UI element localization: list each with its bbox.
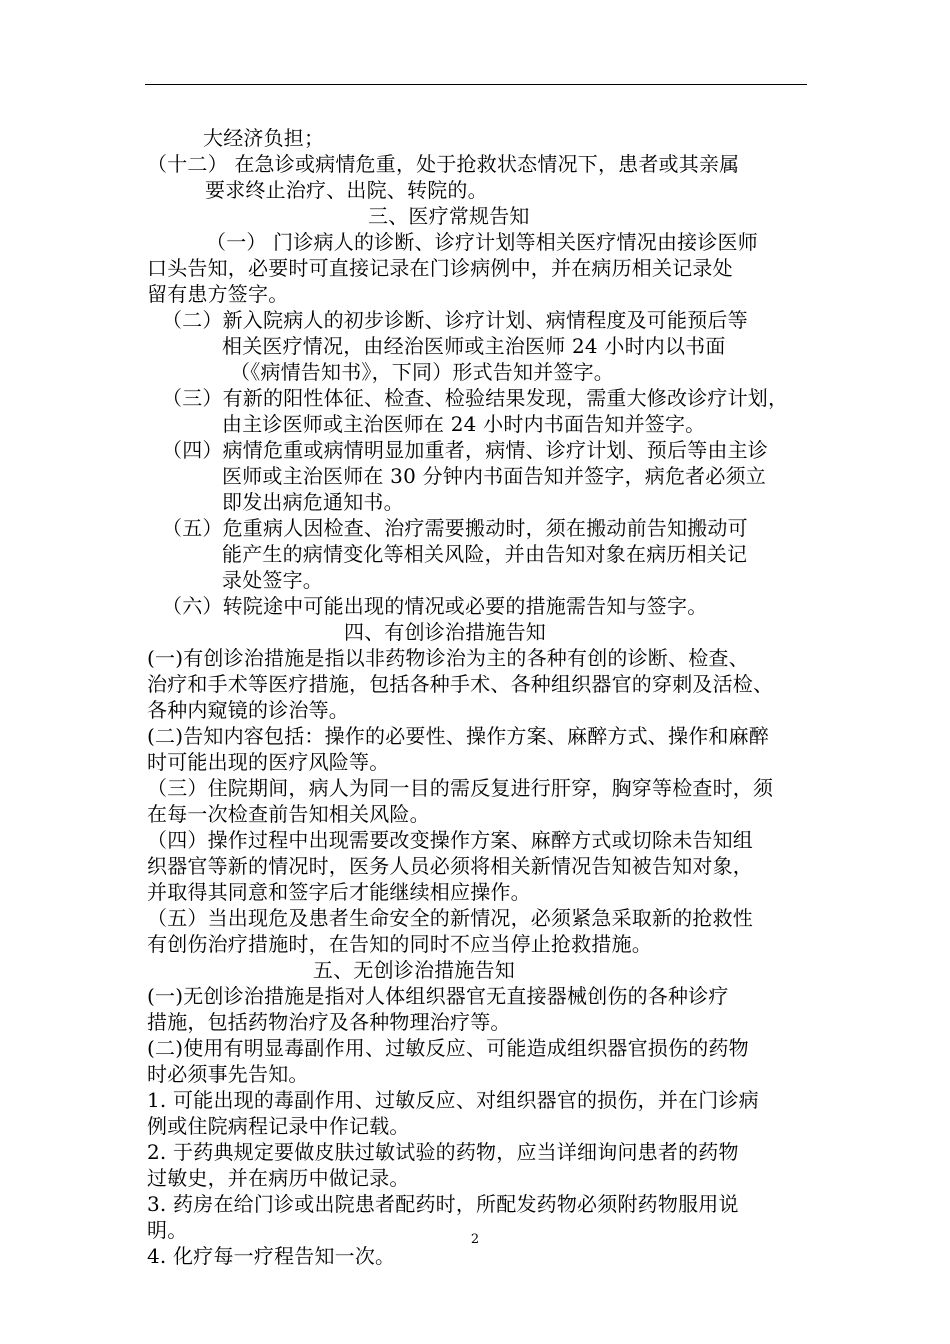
text-line: （五）当出现危及患者生命安全的新情况，必须紧急采取新的抢救性: [147, 906, 753, 930]
text-line: 过敏史，并在病历中做记录。: [147, 1166, 410, 1190]
text-line: 2. 于药典规定要做皮肤过敏试验的药物，应当详细询问患者的药物: [147, 1140, 739, 1164]
text-line: （二）新入院病人的初步诊断、诊疗计划、病情程度及可能预后等: [162, 308, 748, 332]
text-line: （《病情告知书》，下同）形式告知并签字。: [230, 360, 614, 384]
text-line: (二)告知内容包括：操作的必要性、操作方案、麻醉方式、操作和麻醉: [147, 724, 770, 748]
text-line: （一） 门诊病人的诊断、诊疗计划等相关医疗情况由接诊医师: [206, 230, 758, 254]
text-line: 相关医疗情况，由经治医师或主治医师 24 小时内以书面: [222, 334, 726, 358]
text-line: 能产生的病情变化等相关风险，并由告知对象在病历相关记: [222, 542, 748, 566]
text-line: 明。: [147, 1218, 188, 1242]
text-line: (二)使用有明显毒副作用、过敏反应、可能造成组织器官损伤的药物: [147, 1036, 749, 1060]
text-line: 3. 药房在给门诊或出院患者配药时，所配发药物必须附药物服用说: [147, 1192, 739, 1216]
text-line: 要求终止治疗、出院、转院的。: [205, 178, 488, 202]
text-line: 有创伤治疗措施时，在告知的同时不应当停止抢救措施。: [147, 932, 652, 956]
section-heading: 四、有创诊治措施告知: [344, 620, 546, 644]
text-line: 各种内窥镜的诊治等。: [147, 698, 349, 722]
text-line: 在每一次检查前告知相关风险。: [147, 802, 430, 826]
text-line: （五）危重病人因检查、治疗需要搬动时，须在搬动前告知搬动可: [162, 516, 748, 540]
text-line: 4. 化疗每一疗程告知一次。: [147, 1244, 396, 1268]
text-line: 大经济负担；: [203, 126, 325, 150]
text-line: （四）操作过程中出现需要改变操作方案、麻醉方式或切除未告知组: [147, 828, 753, 852]
text-line: 措施，包括药物治疗及各种物理治疗等。: [147, 1010, 511, 1034]
text-line: （三）住院期间，病人为同一目的需反复进行肝穿，胸穿等检查时，须: [147, 776, 774, 800]
text-line: 口头告知，必要时可直接记录在门诊病例中，并在病历相关记录处: [147, 256, 733, 280]
text-line: （六）转院途中可能出现的情况或必要的措施需告知与签字。: [162, 594, 708, 618]
page-number: 2: [470, 1232, 480, 1247]
text-line: 时必须事先告知。: [147, 1062, 309, 1086]
section-heading: 五、无创诊治措施告知: [313, 958, 515, 982]
text-line: 并取得其同意和签字后才能继续相应操作。: [147, 880, 531, 904]
text-line: 医师或主治医师在 30 分钟内书面告知并签字，病危者必须立: [222, 464, 766, 488]
text-line: (一)无创诊治措施是指对人体组织器官无直接器械创伤的各种诊疗: [147, 984, 729, 1008]
text-line: 1. 可能出现的毒副作用、过敏反应、对组织器官的损伤，并在门诊病: [147, 1088, 759, 1112]
header-rule: [145, 84, 807, 85]
text-line: (一)有创诊治措施是指以非药物诊治为主的各种有创的诊断、检查、: [147, 646, 749, 670]
text-line: 即发出病危通知书。: [222, 490, 404, 514]
text-line: 录处签字。: [222, 568, 323, 592]
text-line: （四）病情危重或病情明显加重者，病情、诊疗计划、预后等由主诊: [162, 438, 768, 462]
text-line: 时可能出现的医疗风险等。: [147, 750, 390, 774]
text-line: 织器官等新的情况时，医务人员必须将相关新情况告知被告知对象，: [147, 854, 753, 878]
text-line: （三）有新的阳性体征、检查、检验结果发现，需重大修改诊疗计划，: [162, 386, 789, 410]
text-line: 例或住院病程记录中作记载。: [147, 1114, 410, 1138]
section-heading: 三、医疗常规告知: [368, 204, 530, 228]
text-line: 由主诊医师或主治医师在 24 小时内书面告知并签字。: [222, 412, 706, 436]
text-line: （十二） 在急诊或病情危重，处于抢救状态情况下，患者或其亲属: [147, 152, 740, 176]
text-line: 治疗和手术等医疗措施，包括各种手术、各种组织器官的穿刺及活检、: [147, 672, 774, 696]
text-line: 留有患方签字。: [147, 282, 289, 306]
